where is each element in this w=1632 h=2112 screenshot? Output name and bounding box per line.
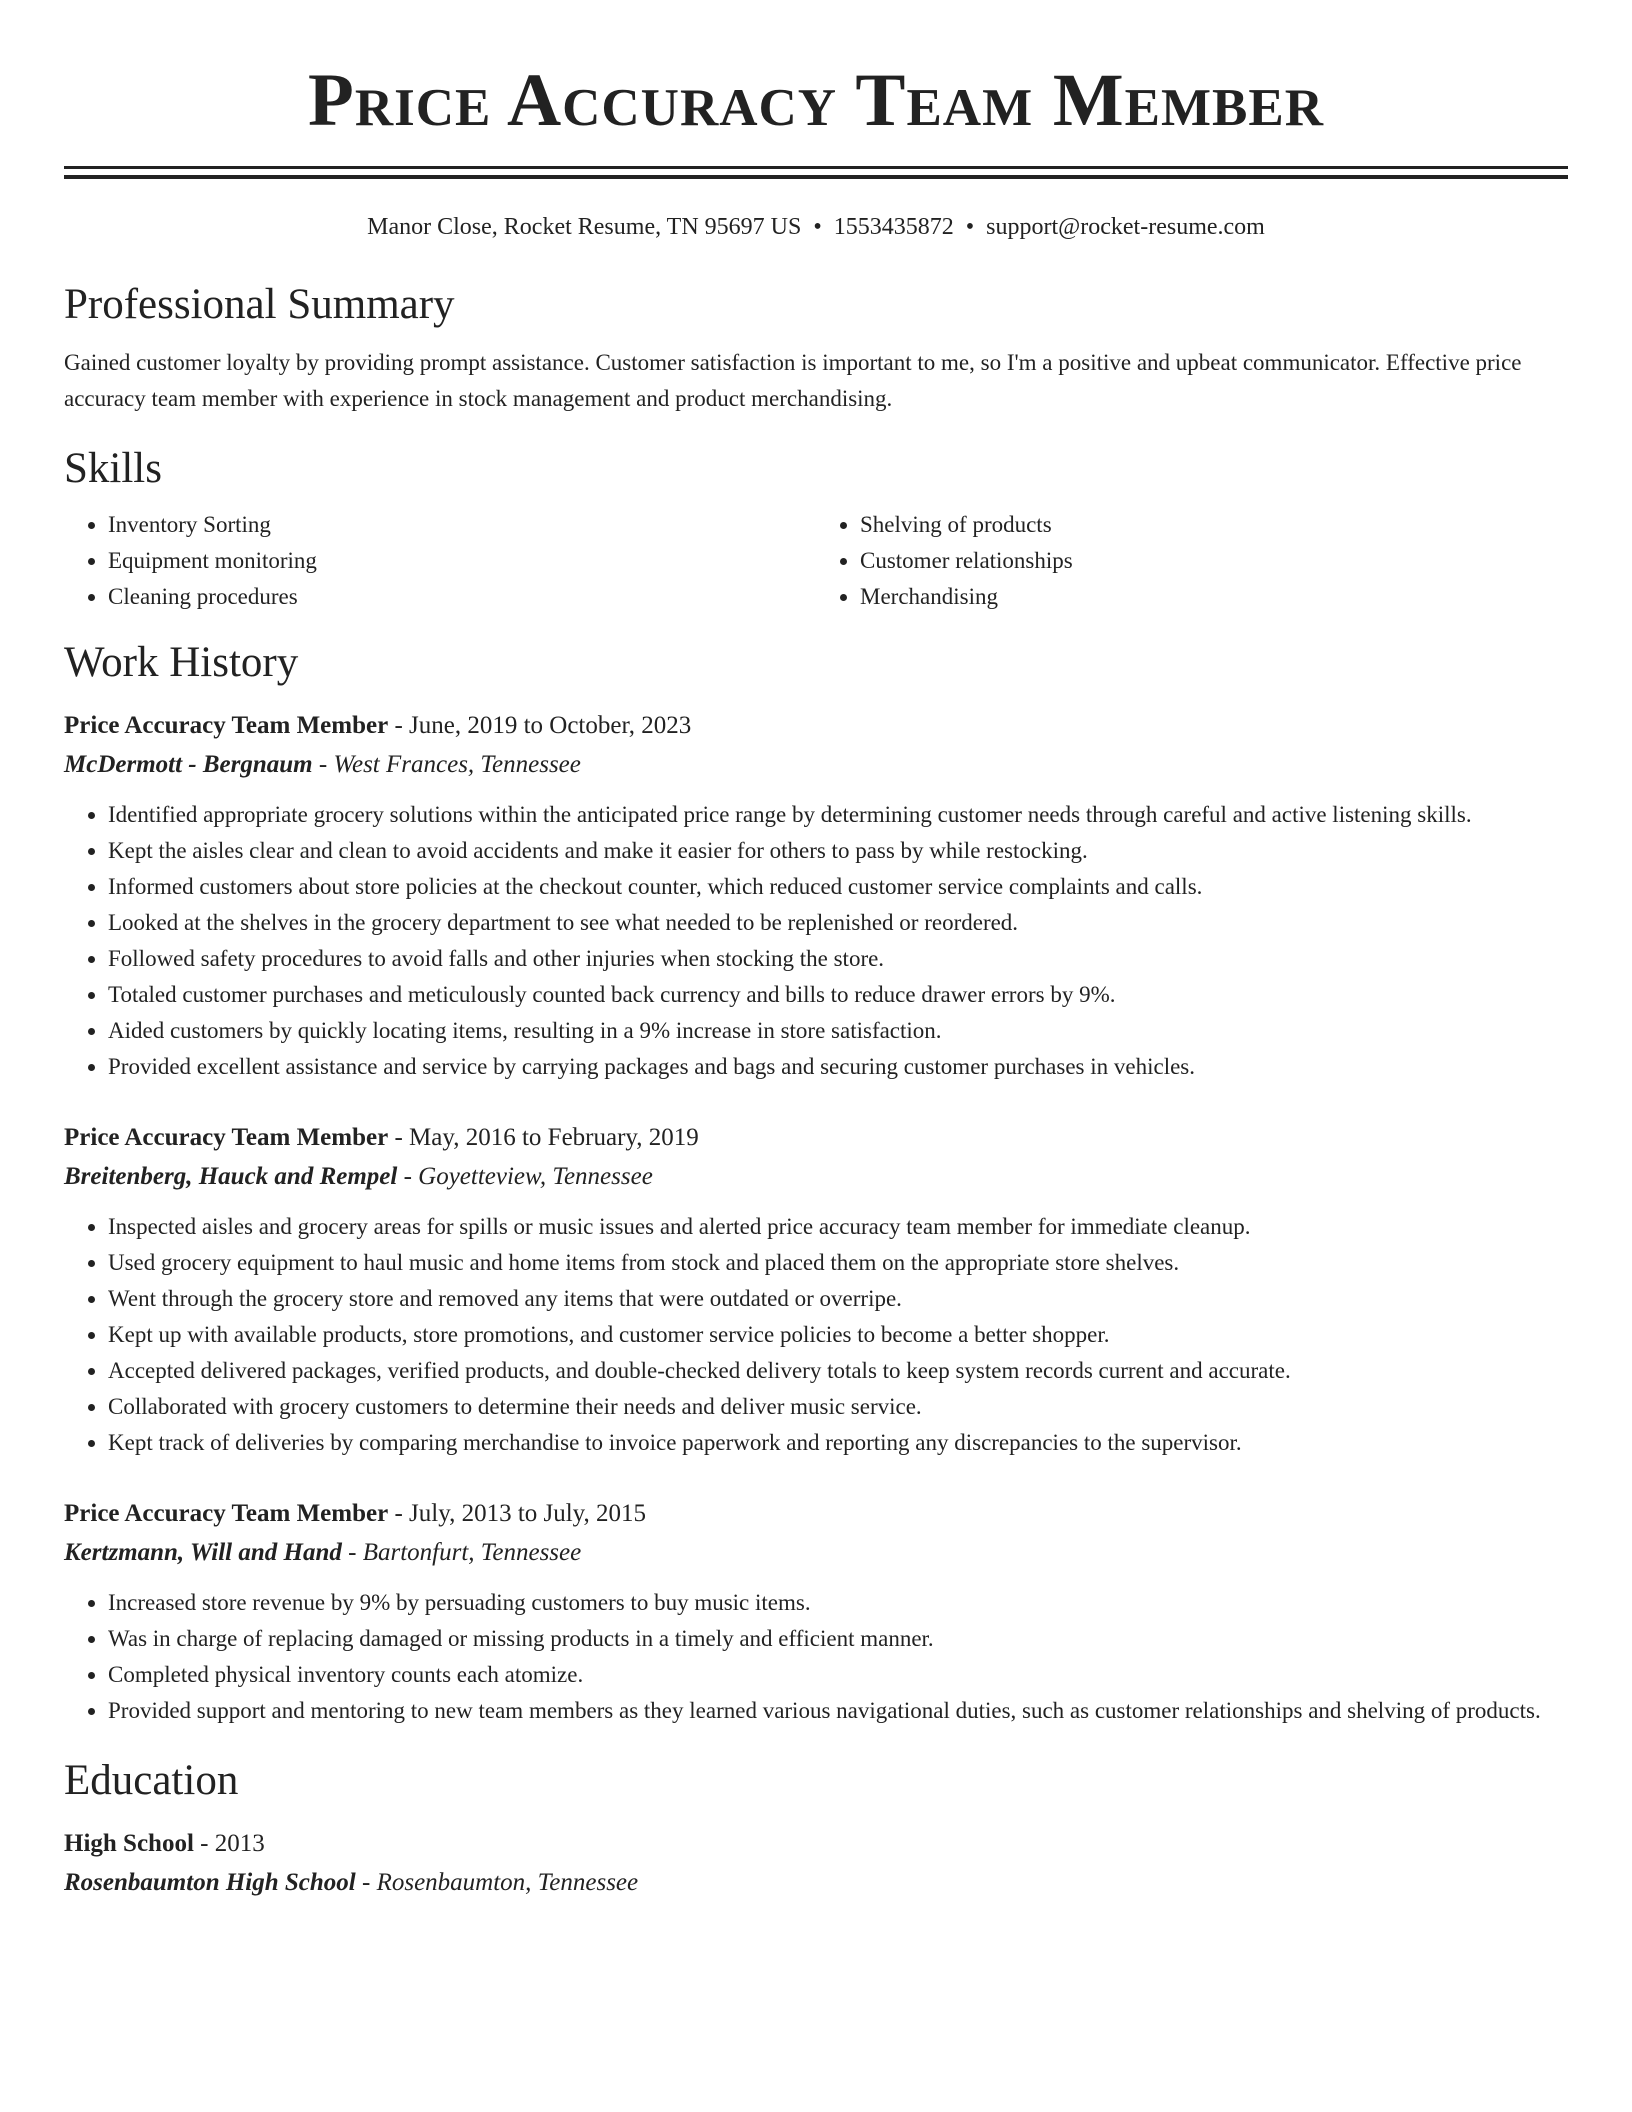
job-bullet: • Aided customers by quickly locating items, resulting in a 9% increase in store satisfaction. <box>108 1013 1568 1049</box>
skills-heading: Skills <box>64 445 162 492</box>
job-bullet: • Went through the grocery store and removed any items that were outdated or overripe. <box>108 1281 1568 1317</box>
job-title: Price Accuracy Team Member <box>64 1500 389 1527</box>
job-company: Kertzmann, Will and Hand <box>64 1539 342 1566</box>
education-school: Rosenbaumton High School <box>64 1869 356 1896</box>
job-company: Breitenberg, Hauck and Rempel <box>64 1163 398 1190</box>
job-dates: - June, 2019 to October, 2023 <box>388 712 692 739</box>
skill-item: • Shelving of products <box>860 507 1568 543</box>
summary-heading: Professional Summary <box>64 281 455 328</box>
job-bullet: • Identified appropriate grocery solutions within the anticipated price range by determining customer needs through careful and active listening skills. <box>108 797 1568 833</box>
job-title: Price Accuracy Team Member <box>64 1124 389 1151</box>
job-bullet: • Completed physical inventory counts each atomize. <box>108 1657 1568 1693</box>
job-bullet: • Kept track of deliveries by comparing merchandise to invoice paperwork and reporting any discrepancies to the supervisor. <box>108 1425 1568 1461</box>
job-dates: - May, 2016 to February, 2019 <box>388 1124 699 1151</box>
job-header <box>64 1119 1568 1157</box>
skill-item: • Equipment monitoring <box>108 543 816 579</box>
job-bullet: • Collaborated with grocery customers to determine their needs and deliver music service. <box>108 1389 1568 1425</box>
job-bullet: • Informed customers about store policies at the checkout counter, which reduced customer service complaints and calls. <box>108 869 1568 905</box>
job-entry <box>64 707 1568 1085</box>
skill-item: • Cleaning procedures <box>108 579 816 615</box>
job-header <box>64 707 1568 745</box>
contact-line <box>64 211 1568 243</box>
education-school-line <box>64 1863 1568 1903</box>
contact-email: support@rocket-resume.com <box>986 214 1265 240</box>
contact-separator: • <box>965 214 975 240</box>
work-history-heading: Work History <box>64 639 299 686</box>
job-bullet: • Kept up with available products, store promotions, and customer service policies to become a better shopper. <box>108 1317 1568 1353</box>
contact-address: Manor Close, Rocket Resume, TN 95697 US <box>367 214 802 240</box>
job-dates: - July, 2013 to July, 2015 <box>388 1500 647 1527</box>
job-bullet: • Provided support and mentoring to new team members as they learned various navigational duties, such as customer relationships and shelving of products. <box>108 1693 1568 1729</box>
resume-title: Price Accuracy Team Member <box>308 59 1324 142</box>
skills-list <box>64 507 1568 615</box>
job-bullet: • Accepted delivered packages, verified products, and double-checked delivery totals to keep system records current and accurate. <box>108 1353 1568 1389</box>
title-divider-bottom <box>64 175 1568 179</box>
job-bullet: • Provided excellent assistance and service by carrying packages and bags and securing customer purchases in vehicles. <box>108 1049 1568 1085</box>
job-bullet: • Followed safety procedures to avoid falls and other injuries when stocking the store. <box>108 941 1568 977</box>
contact-separator: • <box>813 214 822 240</box>
job-employer <box>64 745 1568 785</box>
job-bullet: • Increased store revenue by 9% by persuading customers to buy music items. <box>108 1585 1568 1621</box>
skill-item: • Customer relationships <box>860 543 1568 579</box>
education-heading: Education <box>64 1757 239 1804</box>
job-bullet: • Used grocery equipment to haul music and home items from stock and placed them on the appropriate store shelves. <box>108 1245 1568 1281</box>
job-bullet: • Looked at the shelves in the grocery department to see what needed to be replenished or reordered. <box>108 905 1568 941</box>
education-degree: High School <box>64 1830 194 1857</box>
skills-column-left <box>64 507 816 615</box>
skills-column-right <box>816 507 1568 615</box>
job-bullet: • Was in charge of replacing damaged or missing products in a timely and efficient manner. <box>108 1621 1568 1657</box>
job-company: McDermott - Bergnaum <box>64 751 313 778</box>
job-location: - Bartonfurt, Tennessee <box>341 1539 582 1566</box>
job-employer <box>64 1533 1568 1573</box>
job-bullet: • Totaled customer purchases and meticulously counted back currency and bills to reduce drawer errors by 9%. <box>108 977 1568 1013</box>
title-divider-top <box>64 166 1568 169</box>
education-location: - Rosenbaumton, Tennessee <box>355 1869 639 1896</box>
job-bullets <box>64 797 1568 1085</box>
job-title: Price Accuracy Team Member <box>64 712 389 739</box>
job-header <box>64 1495 1568 1533</box>
job-location: - Goyetteview, Tennessee <box>397 1163 653 1190</box>
job-bullet: • Inspected aisles and grocery areas for spills or music issues and alerted price accuracy team member for immediate cleanup. <box>108 1209 1568 1245</box>
job-employer <box>64 1157 1568 1197</box>
education-year: - 2013 <box>193 1830 265 1857</box>
skill-item: • Merchandising <box>860 579 1568 615</box>
summary-text: Gained customer loyalty by providing prompt assistance. Customer satisfaction is important to me, so I'm a positive and upbeat communicator. Effective price accuracy team member with experience in stock management and product merchandising. <box>64 350 1522 411</box>
contact-phone: 1553435872 <box>833 214 954 240</box>
job-bullets <box>64 1209 1568 1461</box>
job-entry <box>64 1119 1568 1461</box>
job-bullet: • Kept the aisles clear and clean to avoid accidents and make it easier for others to pass by while restocking. <box>108 833 1568 869</box>
job-entry <box>64 1495 1568 1729</box>
skill-item: • Inventory Sorting <box>108 507 816 543</box>
education-header <box>64 1825 1568 1863</box>
job-location: - West Frances, Tennessee <box>312 751 581 778</box>
education-entry <box>64 1825 1568 1903</box>
job-bullets <box>64 1585 1568 1729</box>
